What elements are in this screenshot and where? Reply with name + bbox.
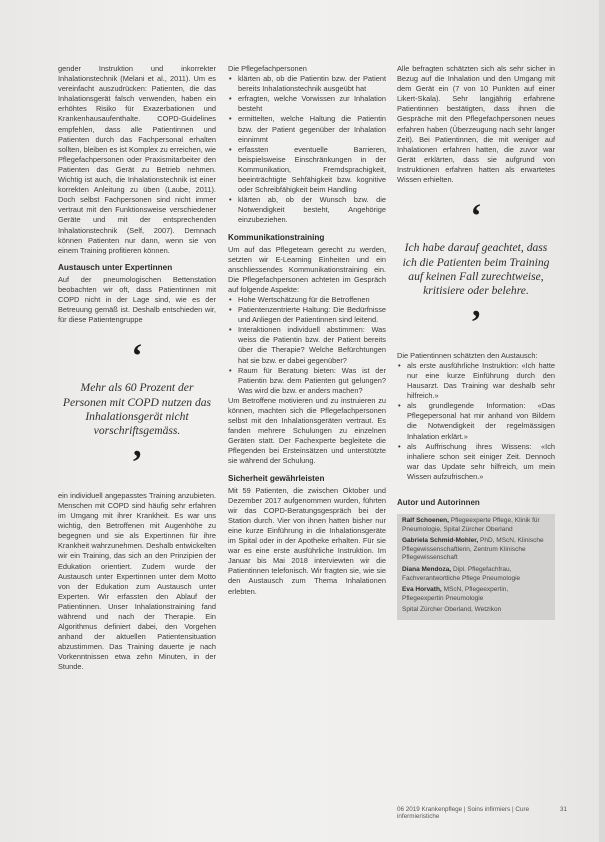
bullet-list (397, 361, 555, 482)
quote-open-icon: ‘ (131, 338, 143, 376)
list-item: • Hohe Wertschätzung für die Betroffenen (238, 295, 386, 305)
author-entry (402, 586, 550, 603)
authors-box (397, 514, 555, 620)
page-footer (397, 806, 567, 820)
author-role: PhD, MScN, Klinische Pflegewissenschaftlerin, Zentrum Klinische Pflegewissenschaft (402, 537, 544, 562)
paragraph: Um auf das Pflegeteam gerecht zu werden, setzten wir E-Learning Einheiten und ein anschliessendes Kommunikationstraining ein. Die Pflegefachpersonen achteten im Gespräch auf folgende Aspekte: (228, 244, 386, 294)
section-heading: Austausch unter Expertinnen (58, 262, 173, 272)
authors-heading: Autor und Autorinnen (397, 497, 480, 507)
author-affiliation (402, 606, 550, 615)
list-item: • als Auffrischung ihres Wissens: «Ich inhaliere schon seit einiger Zeit. Dennoch war das Update sehr hilfreich, um mein Wissen aufzufrischen.» (407, 442, 555, 482)
list-item: • als grundlegende Information: «Das Pflegepersonal hat mir anhand von Bildern die Notwendigkeit der regelmässigen Inhalation erklärt.» (407, 401, 555, 441)
list-item: • als erste ausführliche Instruktion: «Ich hatte nur eine kurze Einführung durch den Hausarzt. Das Training war deshalb sehr hilfreich.» (407, 361, 555, 401)
quote-open-icon: ‘ (470, 198, 482, 236)
author-entry (402, 517, 550, 534)
paragraph: Mit 59 Patienten, die zwischen Oktober und Dezember 2017 aufgenommen wurden, führten wir das COPD-Beratungsgespräch bei der Station durch. Vier von ihnen hatten bisher nur eine kurze Einführung in die Inhalationsgeräte im Spital oder in der Apotheke erhalten. Für sie war es eine erste ausführliche Instruktion. Im Januar bis Mai 2018 interviewten wir die Patientinnen telefonisch. Wir fragten sie, wie sie den Austausch zum Thema Inhalationen erlebten. (228, 485, 386, 596)
author-name: Diana Mendoza, (402, 566, 452, 574)
paragraph: ein individuell angepasstes Training anzubieten. Menschen mit COPD sind häufig sehr erfahren im Umgang mit ihrer Krankheit. Es war uns wichtig, den Betroffenen mit Augenhöhe zu begegnen und sie als Expertinnen für ihre Krankheit wahrzunehmen. Deshalb entwickelten wir ein Training, das sich an den Prinzipien der Edukation orientiert. Zudem wurde der Austausch unter Expertinnen unter dem Motto von der Edukation zum Austausch unter Experten. Wir erfassten den Ablauf der Patientinnen. Unser Inhalationstraining fand während und nach der Therapie. Ein Algorithmus definiert dabei, den Vorgehen anhand der aktuellen Patientensituation abzustimmen. Das Training dauerte je nach Vorkenntnissen etwa zehn Minuten, in der Stunde. (58, 490, 216, 672)
author-role: Dipl. Pflegefachfrau, Fachverantwortliche Pflege Pneumologie (402, 566, 521, 582)
list-item: • Interaktionen individuell abstimmen: Was weiss die Patientin bzw. der Patient bereits über die Therapie? Welche Befürchtungen hat sie bzw. er dabei gegenüber? (238, 325, 386, 365)
list-item: • Raum für Beratung bieten: Was ist der Patientin bzw. dem Patienten gut gelungen? Was wird die bzw. er anders machen? (238, 366, 386, 396)
section-heading: Kommunikationstraining (228, 232, 325, 242)
page-number: 31 (559, 806, 567, 813)
paragraph: Alle befragten schätzten sich als sehr sicher in Bezug auf die Inhalation und den Umgang mit dem Gerät ein (7 von 10 Punkten auf einer Likert-Skala). Sehr langjährig erfahrene Patientinnen bestätigten, dass ihnen die Gespräche mit den Pflegefachpersonen neues erfahren haben (Überzeugung nach sehr langer Zeit). Bei Patientinnen, die mit weniger auf Inhalationen erfahren hatten, die zuvor war Gerät erklärten, dass sie aufgrund von Instruktionen erfahren hatten als erwartetes Wissen erhielten. (397, 64, 555, 185)
list-item: • Patientenzentrierte Haltung: Die Bedürfnisse und Anliegen der Patientinnen sind leitend. (238, 305, 386, 325)
list-item: • erfragten, welche Vorwissen zur Inhalation besteht (238, 94, 386, 114)
column-1 (58, 64, 216, 673)
list-item: • klärten ab, ob der Wunsch bzw. die Notwendigkeit besteht, Angehörige einzubeziehen. (238, 195, 386, 225)
author-entry (402, 566, 550, 583)
pull-quote: Mehr als 60 Prozent der Personen mit COPD nutzen das Inhalationsgerät nicht vorschriftsgemäss. (62, 381, 212, 438)
footer-publication: 06 2019 Krankenpflege | Soins infirmiers | Cure infermieristiche (397, 806, 530, 820)
section-heading: Sicherheit gewährleisten (228, 473, 325, 483)
bullet-list (228, 74, 386, 225)
author-name: Ralf Schoenen, (402, 517, 449, 525)
pull-quote: Ich habe darauf geachtet, dass ich die Patienten beim Training auf keinen Fall zurechtweise, kritisiere oder belehre. (402, 241, 550, 298)
paragraph: Auf der pneumologischen Bettenstation beobachten wir oft, dass Patientinnen mit COPD nicht in der Lage sind, wie es der Betreuung gemäß ist. Deshalb entschieden wir, für diese Patientengruppe (58, 274, 216, 325)
paragraph: Die Patientinnen schätzten den Austausch: (397, 350, 538, 360)
affiliation-text: Spital Zürcher Oberland, Wetzikon (402, 606, 502, 614)
quote-close-icon: ’ (470, 303, 482, 341)
author-name: Eva Horvath, (402, 586, 442, 594)
list-item: • ermittelten, welche Haltung die Patientin bzw. der Patient gegenüber der Inhalation einnimmt (238, 114, 386, 144)
author-name: Gabriela Schmid-Mohler, (402, 537, 479, 545)
column-3 (397, 64, 555, 620)
paragraph: gender Instruktion und inkorrekter Inhalationstechnik (Melani et al., 2011). Um es vereinfacht auszudrücken: Patienten, die das Inhalationsgerät falsch verwenden, haben ein erhöhtes Risiko für Exazerbationen und Krankenhausaufenthalte. COPD-Guidelines empfehlen, dass alle Patientinnen und Patienten durch das Fachpersonal erhalten sollten, bleiben es ist Komplex zu erreichen, wie Pflegefachpersonen oder Praxismitarbeiter den Patienten das Gerät zu Betrieb nehmen. Wichtig ist auch, die Inhalationstechnik ist einer korrekten Anleitung zu üben (Laube, 2011). Doch selbst Fachpersonen sind nicht immer vertraut mit den Funktionsweise verschiedener Geräte und mit der entsprechenden Inhalationstechnik (Self, 2007). Demnach können Patienten nur dann, wenn sie von einem Training profitieren können. (58, 64, 216, 255)
bullet-list (228, 295, 386, 396)
column-2 (228, 64, 386, 597)
author-role: Pflegeexperte Pflege, Klinik für Pneumologie, Spital Zürcher Oberland (402, 517, 540, 533)
quote-close-icon: ’ (131, 443, 143, 481)
list-item: • erfassten eventuelle Barrieren, beispielsweise Einschränkungen in der Kommunikation, Fremdsprachigkeit, beeinträchtigte Sehfähigkeit bzw. kognitive oder Schreibfähigkeit beim Handling (238, 145, 386, 195)
author-role: MScN, Pflegeexpertin, Pflegeexpertin Pneumologie (402, 586, 509, 602)
paragraph: Um Betroffene motivieren und zu instruieren zu können, machten sich die Pflegefachpersonen selbst mit den Inhalationsgeräten vertraut. Es fanden mehrere Schulungen zu einzelnen Geräten statt. Der Fachexperte begleitete die Pflegenden bei Ersteinsätzen und unterstützte sie während der Schulung. (228, 395, 386, 466)
page-edge-shadow (599, 0, 605, 842)
paragraph: Die Pflegefachpersonen (228, 64, 307, 73)
list-item: • klärten ab, ob die Patientin bzw. der Patient bereits Inhalationstechnik ausgeübt hat (238, 74, 386, 94)
author-entry (402, 537, 550, 563)
